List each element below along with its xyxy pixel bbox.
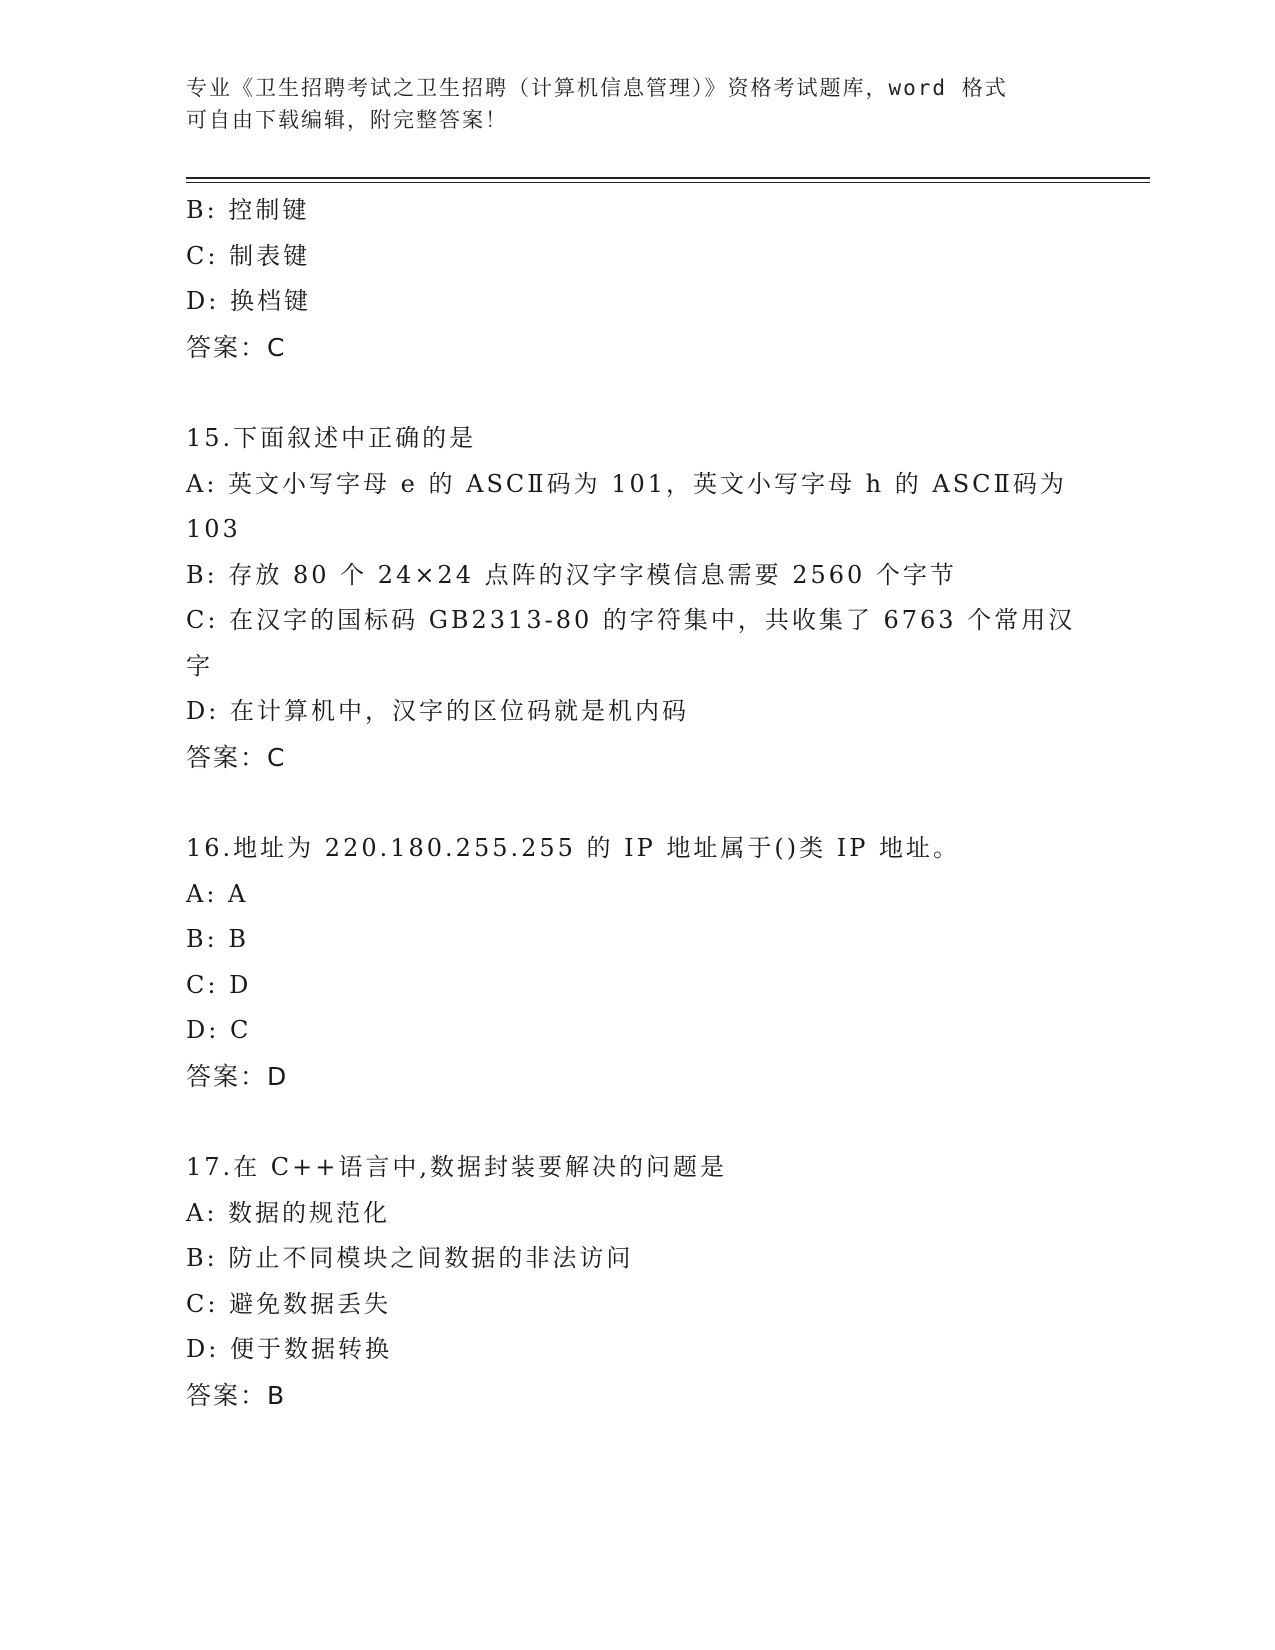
answer-line: 答案：C — [186, 332, 287, 362]
question-17-text: 17.在 C++语言中,数据封装要解决的问题是 — [186, 1153, 728, 1181]
header-divider-thick — [186, 177, 1150, 179]
option-a: A: A — [186, 879, 249, 908]
option-a: A: 英文小写字母 e 的 ASCⅡ码为 101，英文小写字母 h 的 ASCⅡ码为 — [186, 469, 1067, 498]
question-content — [186, 188, 1086, 1418]
option-d: D: 便于数据转换 — [186, 1335, 392, 1363]
question-15-text: 15.下面叙述中正确的是 — [186, 424, 477, 452]
spacer — [186, 1099, 1086, 1145]
question-17-block — [186, 1145, 1086, 1418]
option-a: A: 数据的规范化 — [186, 1198, 391, 1227]
option-d: D: 在计算机中，汉字的区位码就是机内码 — [186, 697, 689, 725]
question-16-block — [186, 826, 1086, 1099]
header-divider-thin — [186, 182, 1150, 183]
option-c: C: 避免数据丢失 — [186, 1289, 392, 1318]
option-b: B: B — [186, 925, 249, 953]
spacer — [186, 370, 1086, 416]
option-a-continued: 103 — [186, 515, 241, 543]
previous-question-block — [186, 188, 1086, 370]
answer-line: 答案：B — [186, 1380, 287, 1410]
answer-line: 答案：C — [186, 742, 287, 772]
option-c: C: D — [186, 970, 252, 999]
option-c-continued: 字 — [186, 651, 213, 680]
header-line-2: 可自由下载编辑，附完整答案！ — [186, 108, 508, 132]
option-c: C: 在汉字的国标码 GB2313-80 的字符集中，共收集了 6763 个常用汉 — [186, 606, 1076, 634]
option-d: D: C — [186, 1016, 252, 1044]
option-b: B: 防止不同模块之间数据的非法访问 — [186, 1244, 634, 1272]
option-c: C: 制表键 — [186, 241, 311, 270]
question-15-block — [186, 416, 1086, 780]
spacer — [186, 780, 1086, 826]
answer-line: 答案：D — [186, 1061, 289, 1091]
option-b: B: 控制键 — [186, 196, 310, 224]
option-b: B: 存放 80 个 24×24 点阵的汉字字模信息需要 2560 个字节 — [186, 560, 957, 589]
header-line-1: 专业《卫生招聘考试之卫生招聘（计算机信息管理）》资格考试题库，word 格式 — [186, 76, 1008, 100]
option-d: D: 换档键 — [186, 287, 311, 315]
document-header — [186, 72, 1066, 136]
question-16-text: 16.地址为 220.180.255.255 的 IP 地址属于()类 IP 地址。 — [186, 834, 961, 862]
